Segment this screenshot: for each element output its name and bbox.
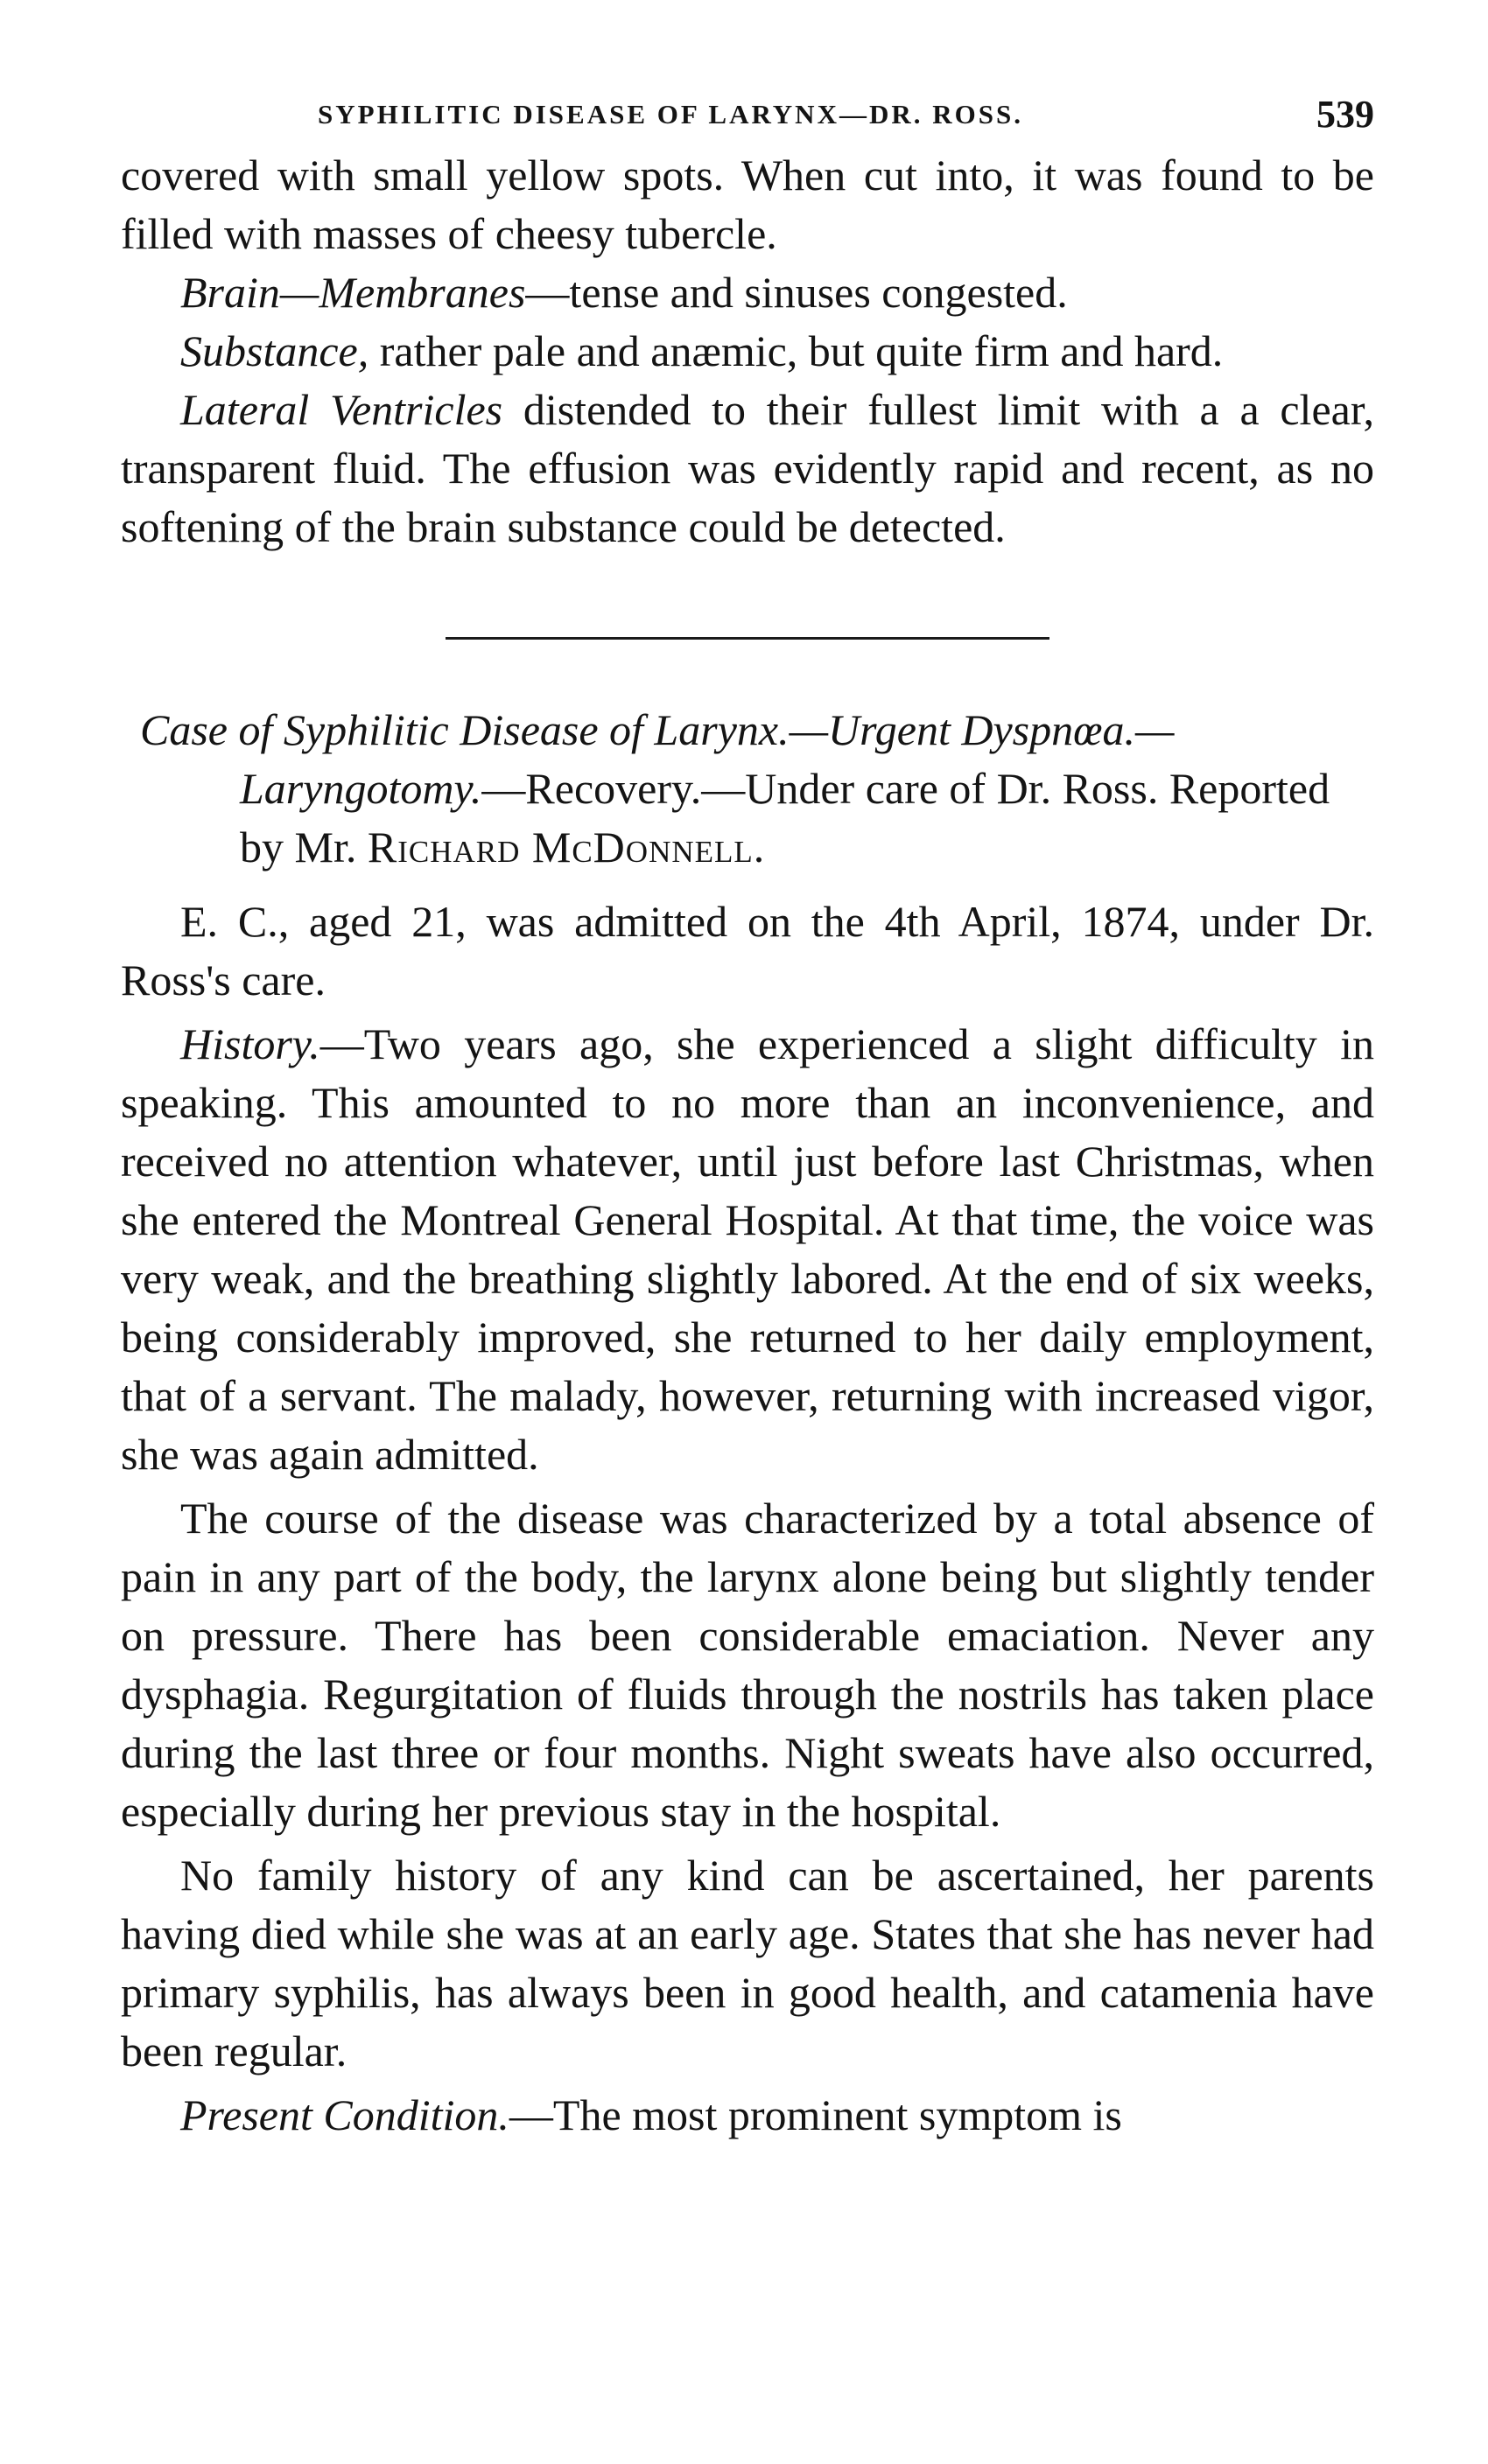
case-body	[121, 892, 1374, 2145]
paragraph-lateral-ventricles	[121, 381, 1374, 556]
paragraph-substance	[121, 322, 1374, 381]
case-heading-plain: —Recovery.—Under care of Dr. Ross. Reported by Mr.	[240, 764, 1330, 872]
paragraph-admission: E. C., aged 21, was admitted on the 4th April, 1874, under Dr. Ross's care.	[121, 897, 1374, 1004]
lateral-ventricles-text: distended to their fullest limit with a a clear, transparent fluid. The effusion was evidently rapid and recent, as no softening of the brain substance could be detected.	[121, 385, 1374, 551]
present-condition-text: —The most prominent symptom is	[509, 2090, 1122, 2139]
history-label: History.	[180, 1019, 320, 1068]
paragraph-present-condition	[121, 2086, 1374, 2145]
page-number: 539	[1316, 93, 1374, 136]
substance-label: Substance,	[180, 326, 369, 375]
paragraph-tubercle: covered with small yellow spots. When cut into, it was found to be filled with masses of cheesy tubercle.	[121, 150, 1374, 258]
case-heading-reporter: Richard McDonnell.	[367, 822, 766, 872]
paragraph-history	[121, 1015, 1374, 1484]
paragraph-course: The course of the disease was characterized by a total absence of pain in any part of the body, the larynx alone being but slightly tender on pressure. There has been considerable emaciation. Never any dysphagia. Regurgitation of fluids through the nostrils has taken place during the last three or four months. Night sweats have also occurred, especially during her previous stay in the hospital.	[121, 1494, 1374, 1836]
previous-case-conclusion	[121, 146, 1374, 556]
section-divider-rule	[446, 637, 1049, 640]
substance-text: rather pale and anæmic, but quite firm and hard.	[368, 326, 1224, 375]
running-head-title: SYPHILITIC DISEASE OF LARYNX—DR. ROSS.	[318, 99, 1023, 130]
paragraph-brain-membranes	[121, 263, 1374, 322]
present-condition-label: Present Condition.	[180, 2090, 509, 2139]
book-page	[121, 92, 1374, 2145]
case-heading	[121, 701, 1374, 877]
paragraph-family-history: No family history of any kind can be ascertained, her parents having died while she was at an early age. States that she has never had primary syphilis, has always been in good health, and catamenia have been regular.	[121, 1851, 1374, 2076]
brain-membranes-label: Brain—Membranes	[180, 268, 526, 317]
case-heading-italic: Case of Syphilitic Disease of Larynx.—Urgent Dyspnœa.—Laryngotomy.	[140, 705, 1175, 813]
history-text: —Two years ago, she experienced a slight difficulty in speaking. This amounted to no more than an inconvenience, and received no attention whatever, until just before last Christmas, when she entered the Montreal General Hospital. At that time, the voice was very weak, and the breathing slightly labored. At the end of six weeks, being considerably improved, she returned to her daily employment, that of a servant. The malady, however, returning with increased vigor, she was again admitted.	[121, 1019, 1374, 1479]
brain-membranes-text: —tense and sinuses congested.	[525, 268, 1068, 317]
running-head	[121, 92, 1374, 146]
lateral-ventricles-label: Lateral Ventricles	[180, 385, 503, 434]
